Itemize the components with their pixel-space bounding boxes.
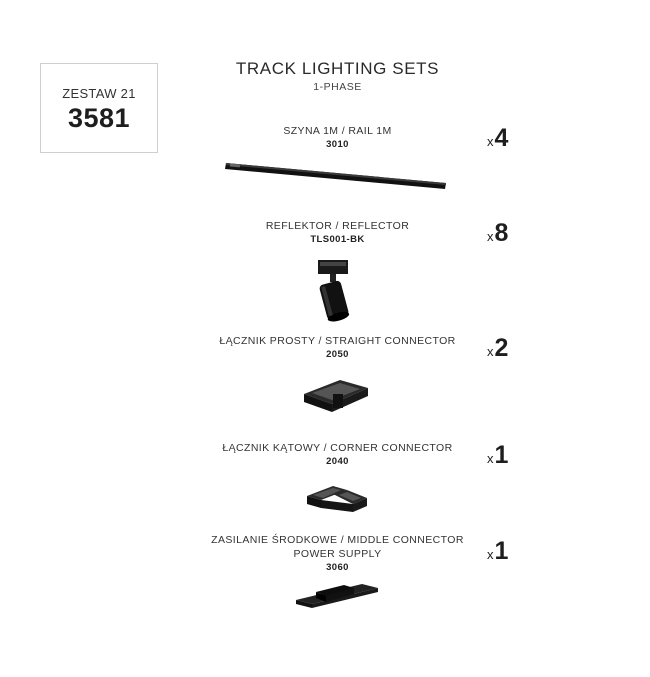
item-quantity: x1 xyxy=(487,537,509,565)
item-code: 2040 xyxy=(326,456,349,467)
set-number-box xyxy=(40,63,158,153)
list-item-rail xyxy=(180,124,495,151)
list-item-middle-power-supply xyxy=(180,533,495,574)
corner-connector-icon xyxy=(303,478,371,516)
reflector-spotlight-icon xyxy=(310,255,360,323)
item-name: ŁĄCZNIK KĄTOWY / CORNER CONNECTOR xyxy=(222,442,453,454)
item-name: REFLEKTOR / REFLECTOR xyxy=(265,220,410,232)
item-name: ŁĄCZNIK PROSTY / STRAIGHT CONNECTOR xyxy=(219,335,456,347)
middle-power-supply-icon xyxy=(292,576,382,610)
item-name-line2: POWER SUPPLY xyxy=(293,548,382,560)
item-quantity: x8 xyxy=(487,219,509,247)
page-subtitle: 1-PHASE xyxy=(313,81,362,93)
item-quantity: x4 xyxy=(487,124,509,152)
item-code: 3010 xyxy=(326,139,349,150)
list-item-corner-connector xyxy=(180,441,495,468)
list-item-reflector xyxy=(180,219,495,246)
item-quantity: x2 xyxy=(487,334,509,362)
item-code: 3060 xyxy=(326,562,349,573)
page-title: TRACK LIGHTING SETS xyxy=(235,59,440,78)
item-name: SZYNA 1M / RAIL 1M xyxy=(283,125,392,137)
item-name: ZASILANIE ŚRODKOWE / MIDDLE CONNECTOR xyxy=(211,534,464,546)
set-label: ZESTAW 21 xyxy=(62,86,136,101)
list-item-straight-connector xyxy=(180,334,495,361)
rail-icon xyxy=(222,156,452,192)
item-code: TLS001-BK xyxy=(310,234,365,245)
straight-connector-icon xyxy=(300,372,372,416)
item-quantity: x1 xyxy=(487,441,509,469)
set-number: 3581 xyxy=(67,103,131,133)
item-code: 2050 xyxy=(326,349,349,360)
